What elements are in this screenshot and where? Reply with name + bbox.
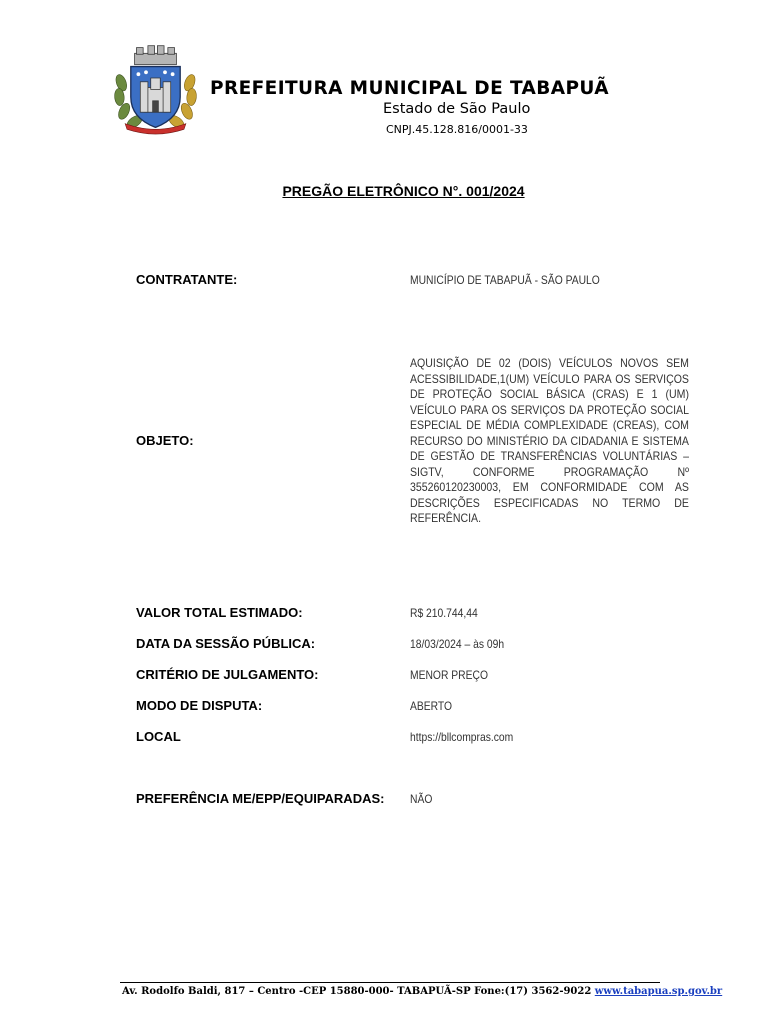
modo-disputa-value: ABERTO [410, 699, 453, 713]
modo-disputa-label: MODO DE DISPUTA: [136, 698, 263, 713]
mural-crown-icon [135, 46, 177, 65]
criterio-value: MENOR PREÇO [410, 668, 488, 682]
local-label: LOCAL [136, 729, 181, 744]
footer-divider [120, 982, 660, 983]
local-value[interactable]: https://bllcompras.com [410, 730, 514, 744]
objeto-value-box [410, 356, 689, 527]
data-sessao-label: DATA DA SESSÃO PÚBLICA: [136, 636, 316, 651]
institution-name: PREFEITURA MUNICIPAL DE TABAPUÃ [210, 78, 609, 99]
contratante-value: MUNICÍPIO DE TABAPUÃ - SÃO PAULO [410, 273, 600, 287]
contratante-label: CONTRATANTE: [136, 272, 238, 287]
valor-label: VALOR TOTAL ESTIMADO: [136, 605, 303, 620]
footer-website-link[interactable]: www.tabapua.sp.gov.br [594, 986, 723, 997]
objeto-label: OBJETO: [136, 433, 194, 448]
footer-address: Av. Rodolfo Baldi, 817 – Centro -CEP 15880-000- TABAPUÃ-SP Fone:(17) 3562-9022 [122, 986, 595, 997]
document-title: PREGÃO ELETRÔNICO N°. 001/2024 [282, 183, 525, 199]
state-name: Estado de São Paulo [383, 101, 531, 117]
preferencia-label: PREFERÊNCIA ME/EPP/EQUIPARADAS: [136, 791, 385, 806]
data-sessao-value: 18/03/2024 – às 09h [410, 637, 505, 651]
castle-icon [140, 78, 170, 112]
municipal-coat-of-arms [108, 40, 203, 135]
preferencia-value: NÃO [410, 792, 433, 806]
objeto-value: AQUISIÇÃO DE 02 (DOIS) VEÍCULOS NOVOS SEM ACESSIBILIDADE,1(UM) VEÍCULO PARA OS SERVIÇOS DE PROTEÇÃO SOCIAL BÁSICA (CRAS) E 1 (UM) VEÍCULO PARA OS SERVIÇOS DA PROTEÇÃO SOCIAL ESPECIAL DE MÉDIA COMPLEXIDADE (CREAS), COM RECURSO DO MINISTÉRIO DA CIDADANIA E SISTEMA DE GESTÃO DE TRANSFERÊNCIAS VOLUNTÁRIAS – SIGTV, CONFORME PROGRAMAÇÃO Nº 355260120230003, EM CONFORMIDADE COM AS DESCRIÇÕES ESPECIFICADAS NO TERMO DE REFERÊNCIA. [410, 356, 689, 525]
criterio-label: CRITÉRIO DE JULGAMENTO: [136, 667, 319, 682]
valor-value: R$ 210.744,44 [410, 606, 478, 620]
footer-address-line [122, 986, 722, 997]
cnpj-number: CNPJ.45.128.816/0001-33 [386, 123, 528, 136]
